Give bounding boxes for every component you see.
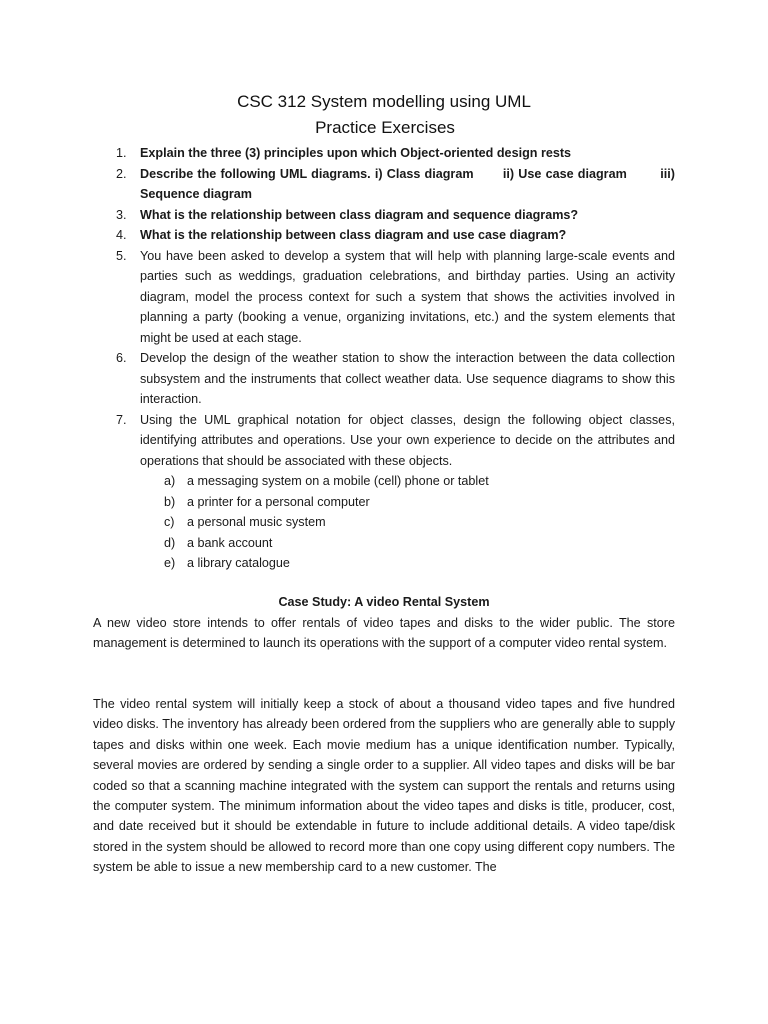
document-title: CSC 312 System modelling using UML <box>237 92 531 111</box>
question-text: What is the relationship between class diagram and sequence diagrams? <box>140 207 579 222</box>
question-text: Explain the three (3) principles upon which Object-oriented design rests <box>140 146 572 160</box>
case-study-paragraph-2: The video rental system will initially keep a stock of about a thousand video tapes and five hundred video disks. The inventory has already been ordered from the suppliers who are generally able to supply tapes and disks within one week. Each movie medium has a unique identification number. Typically, several movies are ordered by sending a single order to a supplier. All video tapes and disks will be bar coded so that a scanning machine integrated with the system can support the rentals and returns using the computer system. The minimum information about the video tapes and disks is title, producer, cost, and date received but it should be extendable in future to include additional details. A video tape/disk stored in the system should be allowed to record more than one copy using different copy numbers. The system be able to issue a new membership card to a new customer. The <box>93 697 675 875</box>
sub-item-text: a printer for a personal computer <box>187 494 370 509</box>
question-item <box>112 143 675 164</box>
question-item <box>112 205 675 226</box>
question-text: Describe the following UML diagrams. i) Class diagram ii) Use case diagram iii) Sequence diagram <box>140 166 675 201</box>
sub-item <box>112 553 675 574</box>
question-item <box>112 410 675 472</box>
sub-item-text: a bank account <box>187 535 273 550</box>
question-text: You have been asked to develop a system that will help with planning large-scale events and parties such as weddings, graduation celebrations, and birthday parties. Using an activity diagram, model the process context for such a system that shows the activities involved in planning a party (booking a venue, organizing invitations, etc.) and the system elements that might be used at each stage. <box>140 248 675 345</box>
case-study-heading: Case Study: A video Rental System <box>278 595 490 609</box>
question-text: Using the UML graphical notation for object classes, design the following object classes, identifying attributes and operations. Use your own experience to decide on the attributes and operations that should be associated with these objects. <box>140 412 675 468</box>
sub-item-letter: b) <box>164 494 176 509</box>
question-text: What is the relationship between class diagram and use case diagram? <box>140 228 567 242</box>
question-item <box>112 225 675 246</box>
question-text: Develop the design of the weather station to show the interaction between the data collection subsystem and the instruments that collect weather data. Use sequence diagrams to show this interaction. <box>140 351 675 406</box>
sub-item-letter: c) <box>164 515 175 529</box>
document-subtitle: Practice Exercises <box>315 118 455 137</box>
question-number: 4. <box>116 228 127 242</box>
question-number: 3. <box>116 207 127 222</box>
sub-item <box>112 471 675 492</box>
question-item <box>112 348 675 410</box>
case-study-paragraph-1: A new video store intends to offer rentals of video tapes and disks to the wider public. The store management is determined to launch its operations with the support of a computer video rental system. <box>93 616 675 651</box>
sub-item <box>112 533 675 554</box>
question-number: 5. <box>116 248 127 263</box>
question-number: 7. <box>116 412 127 427</box>
sub-item-text: a personal music system <box>187 515 326 529</box>
question-item <box>112 164 675 205</box>
sub-item <box>112 492 675 513</box>
sub-item-text: a messaging system on a mobile (cell) phone or tablet <box>187 474 489 488</box>
sub-item <box>112 512 675 533</box>
question-number: 2. <box>116 166 127 181</box>
sub-item-text: a library catalogue <box>187 556 290 570</box>
sub-item-letter: a) <box>164 474 176 488</box>
question-number: 1. <box>116 146 127 160</box>
sub-item-letter: e) <box>164 556 176 570</box>
question-list <box>112 143 675 574</box>
question-item <box>112 246 675 349</box>
sub-item-letter: d) <box>164 535 176 550</box>
question-number: 6. <box>116 351 127 365</box>
